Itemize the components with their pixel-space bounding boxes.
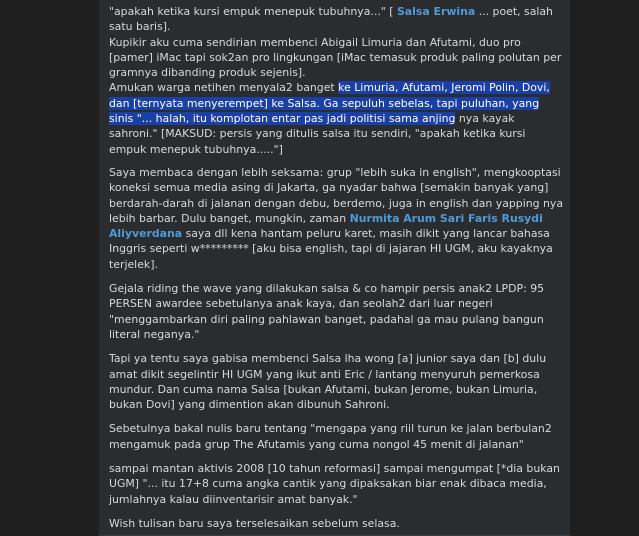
mention-salsa-erwina[interactable]: Salsa Erwina <box>396 5 476 18</box>
post-paragraph-group <box>109 35 564 157</box>
post-panel <box>99 0 570 536</box>
post-paragraph-1 <box>109 4 564 35</box>
post-paragraph-9: Wish tulisan baru saya terselesaikan sebelum selasa. <box>109 516 400 530</box>
paragraph-text: ... poet, salah satu baris]. <box>109 5 553 34</box>
paragraph-text: Saya membaca dengan lebih seksama: grup "lebih suka in english", mengkooptasi koneksi semua media asing di Jakarta, ga nyadar bahwa [semakin banyak yang] berdarah-darah di jalanan dengan debu, berdemo, juga in english dan yapping nya lebih barbar. Dulu banget, mungkin, zaman <box>109 165 564 225</box>
post-paragraph-3 <box>109 80 564 156</box>
post-paragraph-4 <box>109 165 564 272</box>
post-paragraph-2: Kupikir aku cuma sendirian membenci Abigail Limuria dan Afutami, duo pro [pamer] iMac tapi sok2an pro lingkungan [iMac temasuk produk paling polutan per gramnya dibanding produk sejenis]. <box>109 35 562 80</box>
post-paragraph-7: Sebetulnya bakal nulis baru tentang "mengapa yang riil turun ke jalan berbulan2 mengamuk pada grup The Afutamis yang cuma nongol 45 menit di jalanan" <box>109 422 552 451</box>
selected-text-highlight: ke Limuria, Afutami, Jeromi Polin, Dovi, dan [ternyata menyerempet] ke Salsa. Ga sepuluh sebelas, tapi puluhan, yang sinis "... halah, itu komplotan entar pas jadi politisi sama anjing <box>109 81 550 126</box>
paragraph-text: Amukan warga netihen menyala2 banget <box>109 81 339 95</box>
paragraph-text: saya dll kena hantam peluru karet, masih dikit yang lancar bahasa Inggris seperti w********* [aku bisa english, tapi di jajaran HI UGM, aku kayaknya terjelek]. <box>109 227 553 271</box>
paragraph-text: "apakah ketika kursi empuk menepuk tubuhnya..." [ <box>109 5 397 18</box>
post-paragraph-6: Tapi ya tentu saya gabisa membenci Salsa lha wong [a] junior saya dan [b] dulu amat dikit segelintir HI UGM yang ikut anti Eric / lantang menyuruh pemerkosa mundur. Dan cuma nama Salsa [bukan Afutami, bukan Jerome, bukan Limuria, bukan Dovi] yang dimention akan dibunuh Sahroni. <box>109 352 547 412</box>
paragraph-text: nya kayak sahroni." [MAKSUD: persis yang ditulis salsa itu sendiri, "apakah ketika kursi empuk menepuk tubuhnya....."] <box>109 112 526 156</box>
post-paragraph-8: sampai mantan aktivis 2008 [10 tahun reformasi] sampai mengumpat [*dia bukan UGM] "... itu 17+8 cuma angka cantik yang dipaksakan biar enak dibaca media, jumlahnya kalau diinventarisir amat banyak." <box>109 462 560 506</box>
post-paragraph-5: Gejala riding the wave yang dilakukan salsa & co hampir persis anak2 LPDP: 95 PERSEN awardee sebetulanya anak kaya, dan seolah2 dari luar negeri "menggambarkan diri paling pahlawan banget, padahal ga mau pulang bangun literal neganya." <box>109 282 545 341</box>
mention-nurmita-arum-sari[interactable]: Nurmita Arum Sari Faris Rusydi Aliyverdana <box>109 211 543 241</box>
post-body <box>109 4 564 536</box>
